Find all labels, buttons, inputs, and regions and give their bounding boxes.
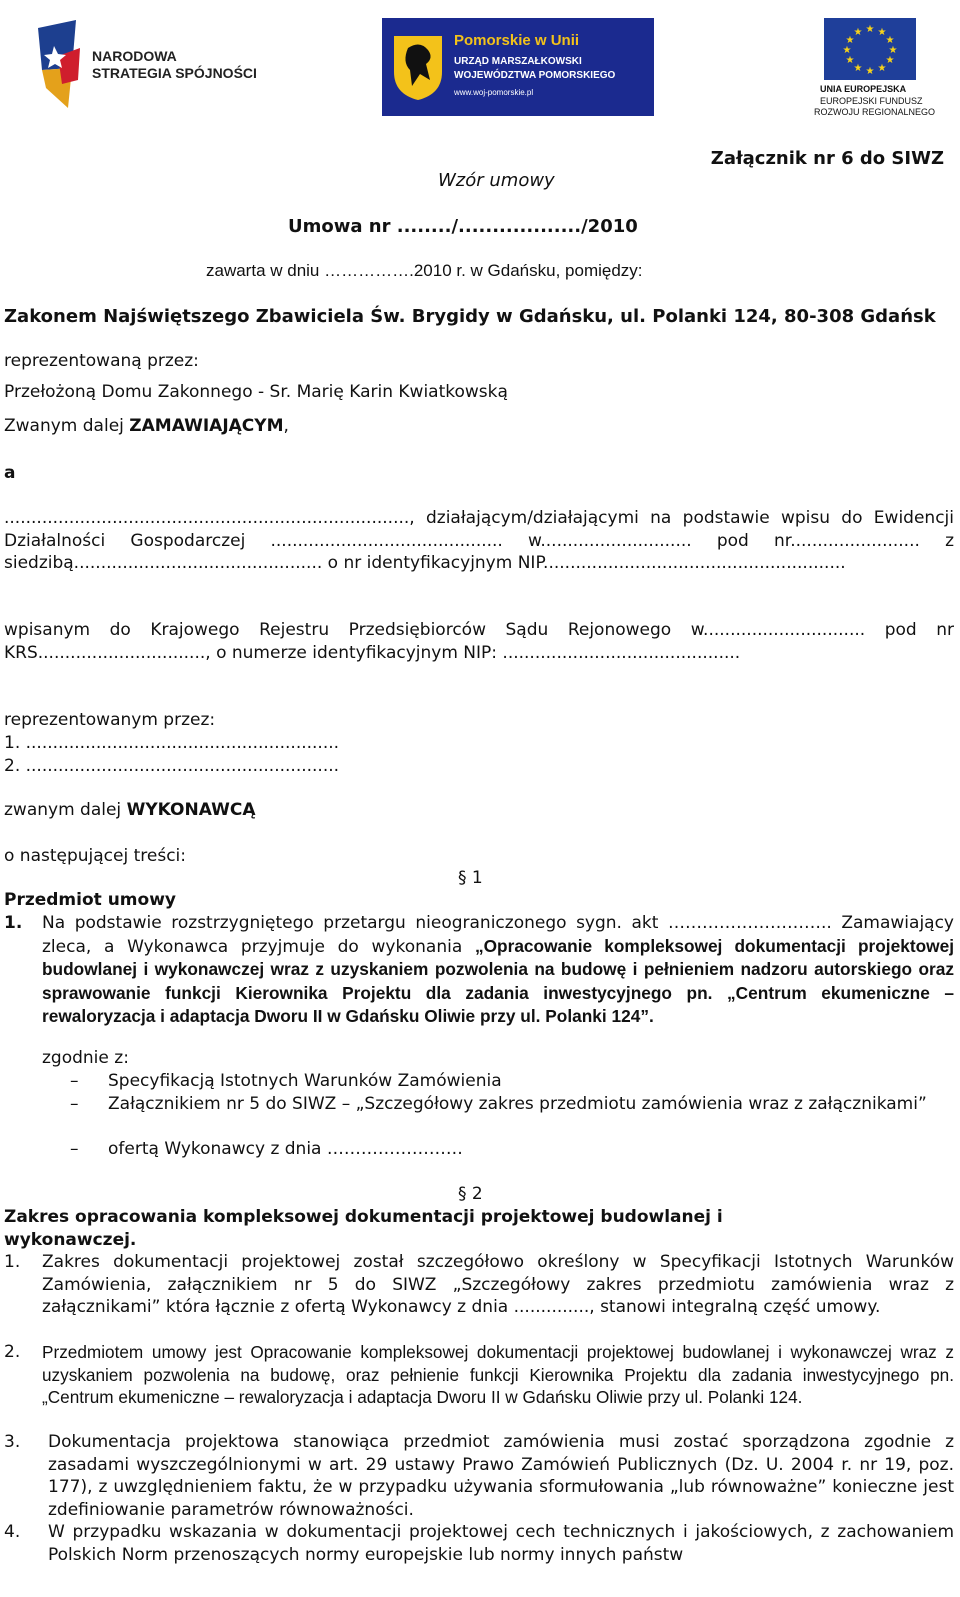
list-item: ofertą Wykonawcy z dnia …………………… (108, 1139, 463, 1159)
svg-text:★: ★ (885, 55, 895, 66)
list-dash: – (70, 1094, 79, 1114)
section-1-symbol: § 1 (458, 868, 483, 888)
section-2-item-number: 1. (4, 1252, 21, 1272)
section-1-item-number: 1. (4, 913, 23, 933)
section-2-symbol: § 2 (458, 1184, 483, 1204)
ue-line3: ROZWOJU REGIONALNEGO (814, 107, 936, 117)
orderer-name: Zakonem Najświętszego Zbawiciela Św. Brygidy w Gdańsku, ul. Polanki 124, 80-308 Gdańsk (4, 306, 936, 327)
section-2-item-text: Dokumentacja projektowa stanowiąca przedmiot zamówienia musi zostać sporządzona zgodnie z zasadami wyszczególnionymi w art. 29 ustawy Prawo Zamówień Publicznych (Dz. U. 2004 r. nr 19, poz. 177), z uwzględnieniem faktu, że w przypadku używania sformułowania „lub równoważne” konieczne jest zdefiniowanie parametrów równoważności. (48, 1432, 954, 1520)
content-intro: o następującej treści: (4, 846, 187, 866)
section-1-subject: „Opracowanie kompleksowej dokumentacji projektowej budowlanej i wykonawczej wraz z uzyskaniem pozwolenia na budowę i pełnieniem nadzoru autorskiego oraz sprawowanie funkcji Kierownika Projektu dla zadania inwestycyjnego pn. „Centrum ekumeniczne – rewaloryzacja i adaptacja Dworu II w Gdańsku Oliwie przy ul. Polanki 124”. (42, 935, 954, 1027)
contractor-registration: ..........................................................................., działającym/działającymi na podstawie wpisu do Ewidencji Działalności Gospodarczej ........................................... w............................ pod nr........................ z siedzibą.............................................. o nr identyfikacyjnym NIP........................................................ (4, 508, 954, 574)
section-2-item-number: 2. (4, 1342, 21, 1362)
ue-line2: EUROPEJSKI FUNDUSZ (820, 96, 923, 106)
pomorskie-w-unii-logo (382, 18, 654, 116)
pom-line3: WOJEWÓDZTWA POMORSKIEGO (454, 70, 616, 81)
pom-line4: www.woj-pomorskie.pl (454, 88, 534, 97)
contractor-krs: wpisanym do Krajowego Rejestru Przedsiębiorców Sądu Rejonowego w.............................. pod nr KRS..............................., o numerze identyfikacyjnym NIP: ............................................ (4, 620, 954, 663)
section-2-item-text: Przedmiotem umowy jest Opracowanie kompleksowej dokumentacji projektowej budowlanej i wykonawczej wraz z uzyskaniem pozwolenia na budowę, oraz pełnienie funkcji Kierownika Projektu dla zadania inwestycyjnego pn. „Centrum ekumeniczne – rewaloryzacja i adaptacja Dworu II w Gdańsku Oliwie przy ul. Polanki 124. (42, 1342, 954, 1408)
concluded-line: zawarta w dniu …………….2010 r. w Gdańsku, pomiędzy: (206, 261, 643, 280)
represented-by-label: reprezentowaną przez: (4, 351, 199, 371)
svg-text:★: ★ (845, 55, 855, 66)
section-2-item-text: W przypadku wskazania w dokumentacji projektowej cech technicznych i jakościowych, z zachowaniem Polskich Norm przenoszących normy europejskie lub normy innych państw (48, 1522, 954, 1565)
svg-text:★: ★ (842, 45, 852, 56)
section-1-text: Na podstawie rozstrzygniętego przetargu nieograniczonego sygn. akt ……………………….. Zamawiający zleca, a Wykonawca przyjmuje do wykonania (42, 913, 954, 957)
svg-text:★: ★ (885, 35, 895, 46)
svg-text:★: ★ (888, 45, 898, 56)
orderer-representative: Przełożoną Domu Zakonnego - Sr. Marię Karin Kwiatkowską (4, 382, 508, 402)
nss-line2: STRATEGIA SPÓJNOŚCI (92, 65, 257, 81)
section-2-item-number: 3. (4, 1432, 21, 1452)
section-2-item-number: 4. (4, 1522, 21, 1542)
contractor-role-name: WYKONAWCĄ (126, 800, 256, 820)
section-1-title: Przedmiot umowy (4, 890, 176, 910)
section-1-paragraph (42, 912, 954, 1029)
list-item: Specyfikacją Istotnych Warunków Zamówienia (108, 1071, 502, 1091)
list-dash: – (70, 1071, 79, 1091)
attachment-label: Załącznik nr 6 do SIWZ (710, 148, 944, 169)
svg-text:★: ★ (877, 63, 887, 74)
orderer-called-as (4, 415, 954, 438)
contractor-called-prefix: zwanym dalej (4, 800, 127, 820)
list-item: Załącznikiem nr 5 do SIWZ – „Szczegółowy zakres przedmiotu zamówienia wraz z załącznikami” (108, 1094, 927, 1114)
narodowa-strategia-spojnosci-logo (28, 18, 260, 116)
griffin-crest-icon (390, 32, 446, 102)
list-dash: – (70, 1139, 79, 1159)
contractor-rep-2: 2. .......................................................... (4, 756, 340, 776)
svg-text:★: ★ (853, 27, 863, 38)
section-2-title: Zakres opracowania kompleksowej dokumentacji projektowej budowlanej i wykonawczej. (4, 1207, 723, 1250)
svg-text:★: ★ (865, 24, 875, 35)
contractor-called-as (4, 799, 954, 822)
orderer-role-name: ZAMAWIAJĄCYM (129, 416, 284, 436)
svg-text:★: ★ (853, 63, 863, 74)
ue-line1: UNIA EUROPEJSKA (820, 84, 907, 94)
nss-line1: NARODOWA (92, 48, 177, 64)
pom-line2: URZĄD MARSZAŁKOWSKI (454, 56, 582, 67)
contract-number: Umowa nr ......../................../2010 (288, 216, 638, 237)
contractor-rep-label: reprezentowanym przez: (4, 710, 216, 730)
contractor-rep-1: 1. .......................................................... (4, 733, 340, 753)
svg-text:★: ★ (865, 66, 875, 77)
according-label: zgodnie z: (42, 1048, 129, 1068)
section-2-item-text: Zakres dokumentacji projektowej został szczegółowo określony w Specyfikacji Istotnych Warunków Zamówienia, załącznikiem nr 5 do SIWZ „Szczegółowy zakres przedmiotu zamówienia wraz z załącznikami” która łącznie z ofertą Wykonawcy z dnia .............., stanowi integralną część umowy. (42, 1252, 954, 1318)
called-prefix: Zwanym dalej (4, 416, 130, 436)
template-label: Wzór umowy (438, 170, 555, 191)
eu-flag-icon (824, 18, 916, 80)
svg-text:★: ★ (877, 27, 887, 38)
pom-line1: Pomorskie w Unii (454, 32, 580, 49)
unia-europejska-logo (814, 18, 960, 122)
called-suffix: , (283, 416, 289, 436)
svg-text:★: ★ (845, 35, 855, 46)
and-conjunction: a (4, 463, 16, 483)
